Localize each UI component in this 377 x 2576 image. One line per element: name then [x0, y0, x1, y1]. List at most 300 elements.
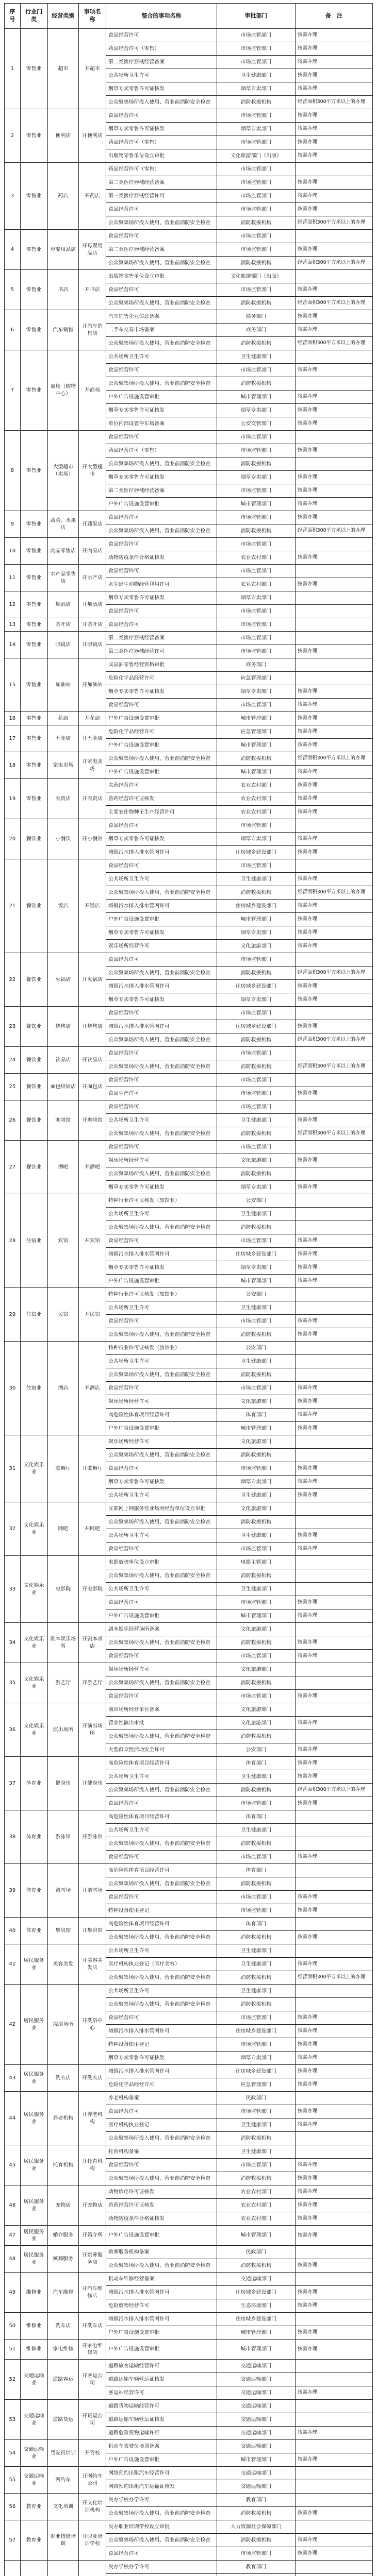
permit-name: 食品经营许可 [106, 364, 217, 377]
row-item: 开文化培训机构 [79, 2494, 106, 2520]
permit-dept: 文化旅游部门 [217, 940, 295, 953]
permit-name: 城镇污水排入排水管网许可 [106, 2286, 217, 2299]
permit-note: 按需办理 [296, 176, 373, 190]
permit-dept: 消防救援机构 [217, 1784, 295, 1797]
permit-note [296, 1007, 373, 1020]
table-row [5, 1703, 373, 1717]
permit-note [296, 1985, 373, 1998]
permit-dept: 烟草专卖部门 [217, 471, 295, 484]
permit-note: 按需办理 [296, 900, 373, 913]
permit-note: 按需办理 [296, 806, 373, 819]
row-seq: 35 [5, 1663, 21, 1703]
table-row [5, 725, 373, 739]
permit-dept: 市场监管部门 [217, 190, 295, 203]
permit-table [4, 3, 373, 2576]
permit-dept: 消防救援机构 [217, 1837, 295, 1851]
header-row [5, 4, 373, 29]
row-seq: 3 [5, 163, 21, 230]
permit-name: 食品经营许可 [106, 1007, 217, 1020]
permit-dept: 消防救援机构 [217, 297, 295, 310]
row-item: 开托育机构 [79, 2145, 106, 2185]
permit-dept: 市场监管部门 [217, 1891, 295, 1904]
header-category: 经营类别 [47, 4, 79, 29]
permit-dept: 市场监管部门 [217, 444, 295, 457]
row-item: 开超市 [79, 29, 106, 109]
header-industry: 行业门类 [20, 4, 47, 29]
row-seq: 17 [5, 725, 21, 752]
row-category: 驾驶员培训 [47, 2440, 79, 2467]
permit-dept: 消防救援机构 [217, 1221, 295, 1234]
permit-note [296, 230, 373, 243]
permit-name: 道路旅客运输经营许可 [106, 2360, 217, 2373]
permit-note: 按需办理 [296, 725, 373, 739]
row-industry: 交通运输业 [20, 2467, 47, 2494]
row-seq [5, 2561, 21, 2576]
row-category: 歌舞厅 [47, 1435, 79, 1502]
permit-dept: 卫生健康部门 [217, 1355, 295, 1368]
permit-note [296, 377, 373, 391]
permit-dept: 消防救援机构 [217, 2172, 295, 2185]
table-row [5, 1047, 373, 1060]
permit-note: 按需办理 [296, 1690, 373, 1703]
row-category: 肉品零售店 [47, 538, 79, 565]
permit-note: 按需办理 [296, 779, 373, 792]
row-item: 开便利店 [79, 109, 106, 163]
permit-note: 按需办理 [296, 391, 373, 404]
row-category: 饭店 [47, 859, 79, 953]
row-seq: 14 [5, 632, 21, 658]
permit-name: 食品经营许可 [106, 618, 217, 632]
permit-dept: 市场监管部门 [217, 1007, 295, 1020]
permit-note [296, 163, 373, 176]
permit-name: 食品经营许可 [106, 1690, 217, 1703]
permit-name: 公众聚集场所投入使用、营业前消防安全检查 [106, 2259, 217, 2273]
permit-name: 公共场所卫生许可 [106, 1208, 217, 1221]
row-industry: 交通运输业 [20, 2400, 47, 2440]
row-industry: 住宿业 [20, 1288, 47, 1342]
permit-name: 城镇污水排入排水管网许可 [106, 2313, 217, 2326]
permit-note: 按需办理 [296, 1181, 373, 1194]
row-industry: 零售业 [20, 632, 47, 658]
row-category: 汽车维修 [47, 2273, 79, 2313]
permit-dept: 住房城乡建设部门 [217, 980, 295, 993]
table-row [5, 538, 373, 551]
permit-name: 食品经营许可 [106, 109, 217, 123]
row-industry: 居民服务业 [20, 2185, 47, 2226]
permit-note: 按需办理 [296, 1596, 373, 1609]
permit-name: 动物防疫条件合格证核发 [106, 2212, 217, 2226]
table-row [5, 270, 373, 283]
permit-dept: 文化旅游部门 [217, 1154, 295, 1167]
table-row [5, 591, 373, 605]
table-row [5, 2145, 373, 2159]
table-row [5, 230, 373, 243]
row-item: 开汽车销售店 [79, 310, 106, 350]
permit-note: 按需办理 [296, 203, 373, 216]
table-row [5, 1757, 373, 1770]
permit-name: 食品经营许可 [106, 1462, 217, 1476]
permit-note: 按需办理 [296, 1462, 373, 1476]
permit-dept: 市场监管部门 [217, 1690, 295, 1703]
row-industry: 教育业 [20, 2520, 47, 2561]
row-seq: 57 [5, 2520, 21, 2561]
permit-note: 按需办理 [296, 2299, 373, 2313]
permit-note: 按需办理 [296, 2534, 373, 2547]
row-item [79, 2561, 106, 2576]
permit-name: 户外广告设施设置审批 [106, 2453, 217, 2467]
row-industry: 零售业 [20, 270, 47, 310]
row-seq: 22 [5, 953, 21, 1007]
permit-name: 烟草专卖零售许可证核发 [106, 123, 217, 136]
permit-dept: 市场监管部门 [217, 1596, 295, 1609]
row-item: 开汽车维修店 [79, 2273, 106, 2313]
permit-name: 公众聚集场所投入使用、营业前消防安全检查 [106, 2172, 217, 2185]
permit-dept: 应急管理部门 [217, 672, 295, 685]
permit-dept: 民政部门 [217, 2092, 295, 2105]
row-seq: 34 [5, 1623, 21, 1663]
permit-note: 按需办理 [296, 993, 373, 1007]
permit-note: 按需办理 [296, 685, 373, 699]
permit-dept: 公安部门 [217, 1342, 295, 1355]
permit-dept: 烟草专卖部门 [217, 591, 295, 605]
permit-name: 户外广告设施设置审批 [106, 1422, 217, 1435]
row-category: 民宿 [47, 1288, 79, 1342]
permit-name: 公众聚集场所投入使用、营业前消防安全检查 [106, 1569, 217, 1583]
permit-note [296, 859, 373, 873]
table-row [5, 712, 373, 725]
row-seq: 29 [5, 1288, 21, 1342]
header-note: 备 注 [296, 4, 373, 29]
permit-name: 公共场所卫生许可 [106, 1583, 217, 1596]
permit-note: 经营面积300平方米以上的办理 [296, 337, 373, 350]
row-industry: 维修业 [20, 2340, 47, 2360]
row-seq: 51 [5, 2340, 21, 2360]
permit-note: 经营面积300平方米以上的办理 [296, 1127, 373, 1141]
permit-name: 公共场所卫生许可 [106, 1944, 217, 1958]
row-seq: 33 [5, 1556, 21, 1623]
table-row [5, 2246, 373, 2259]
permit-dept: 卫生健康部门 [217, 1985, 295, 1998]
permit-dept: 文化旅游部门 [217, 1623, 295, 1636]
permit-dept: 消防救援机构 [217, 967, 295, 980]
permit-note [296, 1167, 373, 1181]
permit-note: 按需办理 [296, 873, 373, 886]
permit-name: 食品经营许可 [106, 1797, 217, 1810]
permit-note [296, 1342, 373, 1355]
permit-dept: 卫生健康部门 [217, 69, 295, 82]
permit-dept: 消防救援机构 [217, 2507, 295, 2520]
permit-name: 剧本娱乐经营场所备案 [106, 1623, 217, 1636]
row-seq: 20 [5, 819, 21, 859]
permit-name: 公众聚集场所投入使用、营业前消防安全检查 [106, 377, 217, 391]
permit-name: 民办学校办学许可 [106, 2561, 217, 2574]
permit-name: 公众聚集场所投入使用、营业前消防安全检查 [106, 1167, 217, 1181]
row-industry: 居民服务业 [20, 1944, 47, 1985]
row-industry: 维修业 [20, 2273, 47, 2313]
permit-dept: 市场监管部门 [217, 1382, 295, 1395]
table-row [5, 109, 373, 123]
permit-note [296, 2360, 373, 2373]
table-row [5, 1985, 373, 1998]
permit-dept: 应急管理部门 [217, 725, 295, 739]
permit-name: 公众聚集场所投入使用、营业前消防安全检查 [106, 1127, 217, 1141]
row-industry: 零售业 [20, 310, 47, 350]
row-industry: 居民服务业 [20, 1985, 47, 2065]
row-industry: 零售业 [20, 591, 47, 618]
row-category: 剧本娱乐场所 [47, 1623, 79, 1663]
permit-name: 公众聚集场所投入使用、营业前消防安全检查 [106, 1676, 217, 1690]
permit-dept: 民政部门 [217, 2246, 295, 2259]
permit-dept: 烟草专卖部门 [217, 123, 295, 136]
table-row [5, 1007, 373, 1020]
permit-dept: 市场监管部门 [217, 632, 295, 645]
row-industry: 餐饮业 [20, 1074, 47, 1100]
row-seq: 30 [5, 1342, 21, 1435]
row-seq: 42 [5, 1985, 21, 2065]
permit-name: 公众聚集场所投入使用、营业前消防安全检查 [106, 2507, 217, 2520]
permit-note: 按需办理 [296, 1770, 373, 1784]
permit-dept: 市场监管部门 [217, 1315, 295, 1328]
permit-note: 按需办理 [296, 1489, 373, 1502]
permit-dept: 消防救援机构 [217, 257, 295, 270]
permit-dept: 市场监管部门 [217, 1141, 295, 1154]
row-item: 开茶叶店 [79, 618, 106, 632]
permit-name: 网络预约出租汽车运输证核发 [106, 2480, 217, 2494]
row-item: 开家电维修店 [79, 2340, 106, 2360]
table-row [5, 2226, 373, 2246]
permit-note [296, 2413, 373, 2427]
row-seq: 46 [5, 2185, 21, 2226]
permit-name: 食品经营许可 [106, 605, 217, 618]
permit-name: 水生野生动物经营利用许可 [106, 578, 217, 591]
permit-dept: 住房城乡建设部门 [217, 1248, 295, 1261]
row-industry: 零售业 [20, 725, 47, 752]
permit-note: 按需办理 [296, 1650, 373, 1663]
permit-note [296, 2494, 373, 2507]
permit-dept: 市场监管部门 [217, 243, 295, 257]
permit-dept: 市场监管部门 [217, 859, 295, 873]
permit-name: 药品经营许可（零售） [106, 444, 217, 457]
permit-name: 食品经营许可 [106, 29, 217, 42]
permit-note: 按需办理 [296, 2386, 373, 2400]
permit-name: 公众聚集场所投入使用、营业前消防安全检查 [106, 752, 217, 766]
permit-name: 食品经营许可 [106, 2547, 217, 2561]
permit-name: 公众聚集场所投入使用、营业前消防安全检查 [106, 1931, 217, 1944]
permit-name: 食品经营许可 [106, 1315, 217, 1328]
permit-dept: 城市管理部门 [217, 391, 295, 404]
permit-dept: 市场监管部门 [217, 1087, 295, 1100]
permit-dept: 卫生健康部门 [217, 1583, 295, 1596]
permit-name: 公众聚集场所投入使用、营业前消防安全检查 [106, 1033, 217, 1047]
permit-dept: 城市管理部门 [217, 1422, 295, 1435]
permit-note [296, 2480, 373, 2494]
permit-dept: 文化旅游部门 [217, 1703, 295, 1717]
permit-note [296, 1703, 373, 1717]
permit-name: 食品经营许可 [106, 1650, 217, 1663]
permit-dept: 烟草专卖部门 [217, 1476, 295, 1489]
row-category: 面包烘焙店 [47, 1074, 79, 1100]
row-item: 开健身房 [79, 1757, 106, 1810]
permit-name: 出版物零售单位设立审批 [106, 149, 217, 163]
permit-note: 按需办理 [296, 699, 373, 712]
permit-name: 户外广告设施设置审批 [106, 498, 217, 511]
row-item: 开游艺厅 [79, 1663, 106, 1703]
row-industry: 零售业 [20, 565, 47, 591]
table-row [5, 350, 373, 364]
row-seq: 28 [5, 1194, 21, 1288]
permit-name: 食品经营许可 [106, 2159, 217, 2172]
permit-note: 按需办理 [296, 283, 373, 297]
permit-dept: 卫生健康部门 [217, 1944, 295, 1958]
row-industry: 零售业 [20, 712, 47, 725]
row-seq: 27 [5, 1141, 21, 1194]
permit-dept: 市场监管部门 [217, 136, 295, 149]
permit-dept: 市场监管部门 [217, 1100, 295, 1114]
permit-name: 公众聚集场所投入使用、营业前消防安全检查 [106, 1837, 217, 1851]
table-row [5, 2360, 373, 2373]
permit-dept: 烟草专卖部门 [217, 833, 295, 846]
permit-note [296, 270, 373, 283]
permit-dept: 市场监管部门 [217, 819, 295, 833]
permit-dept: 消防救援机构 [217, 524, 295, 538]
row-category: 酒店 [47, 1342, 79, 1435]
permit-note [296, 1194, 373, 1208]
permit-note: 按需办理 [296, 444, 373, 457]
permit-note: 按需办理 [296, 1234, 373, 1248]
permit-dept [217, 2574, 295, 2576]
row-category [47, 2561, 79, 2576]
row-category: 滑雪场 [47, 1864, 79, 1918]
permit-note [296, 1676, 373, 1690]
permit-note: 经营面积300平方米以上的办理 [296, 1784, 373, 1797]
permit-note: 按需办理 [296, 310, 373, 324]
permit-name: 烟草专卖零售许可证核发 [106, 685, 217, 699]
permit-dept: 交通运输部门 [217, 2480, 295, 2494]
table-row [5, 2092, 373, 2105]
permit-note: 按需办理 [296, 1851, 373, 1864]
row-seq: 21 [5, 859, 21, 953]
permit-note [296, 1569, 373, 1583]
permit-name: 户外广告设施设置审批 [106, 913, 217, 926]
permit-name: 户外广告设施设置审批 [106, 2326, 217, 2340]
permit-name: 公众聚集场所投入使用、营业前消防安全检查 [106, 1328, 217, 1342]
permit-name: 食品经营许可 [106, 1141, 217, 1154]
permit-note: 按需办理 [296, 913, 373, 926]
permit-note: 按需办理 [296, 2226, 373, 2246]
permit-name: 食品经营许可 [106, 2105, 217, 2119]
permit-note: 按需办理 [296, 2259, 373, 2273]
permit-name: 危险化学品经营许可 [106, 672, 217, 685]
table-row [5, 2494, 373, 2507]
row-item: 开剧本杀店 [79, 1623, 106, 1663]
permit-name: 烟草专卖零售许可证核发 [106, 471, 217, 484]
permit-dept: 市场监管部门 [217, 1797, 295, 1810]
permit-name: 高危险性体育项目经营许可 [106, 1409, 217, 1422]
permit-name: 食品经营许可 [106, 1543, 217, 1556]
permit-name: 兽药经营许可证核发 [106, 2199, 217, 2212]
permit-dept: 市场监管部门 [217, 2038, 295, 2052]
permit-name: 公众聚集场所投入使用、营业前消防安全检查 [106, 1730, 217, 1743]
permit-note: 按需办理 [296, 471, 373, 484]
row-category: 汽车销售 [47, 310, 79, 350]
permit-note: 按需办理 [296, 1529, 373, 1543]
permit-dept: 市场监管部门 [217, 109, 295, 123]
row-category: 洗衣店 [47, 2065, 79, 2092]
row-item: 开攀岩馆 [79, 1918, 106, 1944]
permit-dept: 市场监管部门 [217, 1234, 295, 1248]
permit-note [296, 1810, 373, 1824]
table-row [5, 2467, 373, 2480]
permit-name: 危险化学品经营许可 [106, 2078, 217, 2092]
permit-note: 按需办理 [296, 56, 373, 69]
permit-name: 网络预约出租汽车经营许可 [106, 2467, 217, 2480]
permit-name: 食品经营许可 [106, 1047, 217, 1060]
permit-name: 烟草专卖零售许可证核发 [106, 591, 217, 605]
permit-dept: 住房城乡建设部门 [217, 2065, 295, 2078]
row-seq: 55 [5, 2467, 21, 2494]
permit-note [296, 2400, 373, 2413]
permit-name: 公众聚集场所投入使用、营业前消防安全检查 [106, 2132, 217, 2145]
permit-name: 道路运输车辆营运证核发 [106, 2413, 217, 2427]
permit-dept: 交通运输部门 [217, 2413, 295, 2427]
row-item: 开五金店 [79, 725, 106, 752]
permit-name: 烟草专卖零售许可证核发 [106, 926, 217, 940]
row-seq: 24 [5, 1047, 21, 1074]
row-industry: 居民服务业 [20, 2092, 47, 2145]
permit-dept: 城市管理部门 [217, 739, 295, 752]
permit-name: 食品经营许可 [106, 283, 217, 297]
permit-dept: 体育部门 [217, 1810, 295, 1824]
permit-dept: 交通运输部门 [217, 2386, 295, 2400]
permit-note [296, 618, 373, 632]
row-industry: 零售业 [20, 29, 47, 109]
row-seq: 11 [5, 565, 21, 591]
permit-name: 养老机构备案 [106, 2092, 217, 2105]
row-industry: 零售业 [20, 511, 47, 538]
permit-note: 按需办理 [296, 2011, 373, 2025]
permit-dept: 城市管理部门 [217, 2453, 295, 2467]
permit-name: 食品经营许可 [106, 1100, 217, 1114]
row-industry: 交通运输业 [20, 2360, 47, 2400]
row-industry: 居民服务业 [20, 2226, 47, 2246]
permit-note: 按需办理 [296, 190, 373, 203]
permit-dept: 消防救援机构 [217, 1877, 295, 1891]
permit-dept: 消防救援机构 [217, 1127, 295, 1141]
permit-note [296, 2246, 373, 2259]
permit-dept: 市场监管部门 [217, 203, 295, 216]
permit-name: 医疗机构执业登记（医疗美容） [106, 1958, 217, 1971]
permit-note: 按需办理 [296, 712, 373, 725]
permit-dept: 消防救援机构 [217, 1328, 295, 1342]
permit-dept: 卫生健康部门 [217, 2145, 295, 2159]
permit-name: 主要农作物种子生产经营许可 [106, 806, 217, 819]
permit-name: 二手车交易市场备案 [106, 324, 217, 337]
permit-name: 食品经营许可 [106, 511, 217, 524]
permit-dept: 消防救援机构 [217, 2534, 295, 2547]
permit-note: 按需办理 [296, 324, 373, 337]
permit-name: 户外广告设施设置审批 [106, 2340, 217, 2360]
permit-dept: 烟草专卖部门 [217, 993, 295, 1007]
permit-dept: 消防救援机构 [217, 1167, 295, 1181]
permit-note [296, 1221, 373, 1234]
permit-dept: 消防救援机构 [217, 377, 295, 391]
permit-name: 第二类医疗器械经营备案 [106, 176, 217, 190]
permit-note [296, 565, 373, 578]
table-row [5, 779, 373, 792]
permit-note: 按需办理 [296, 2326, 373, 2340]
permit-dept: 市场监管部门 [217, 29, 295, 42]
row-item: 开大型超市 [79, 431, 106, 511]
